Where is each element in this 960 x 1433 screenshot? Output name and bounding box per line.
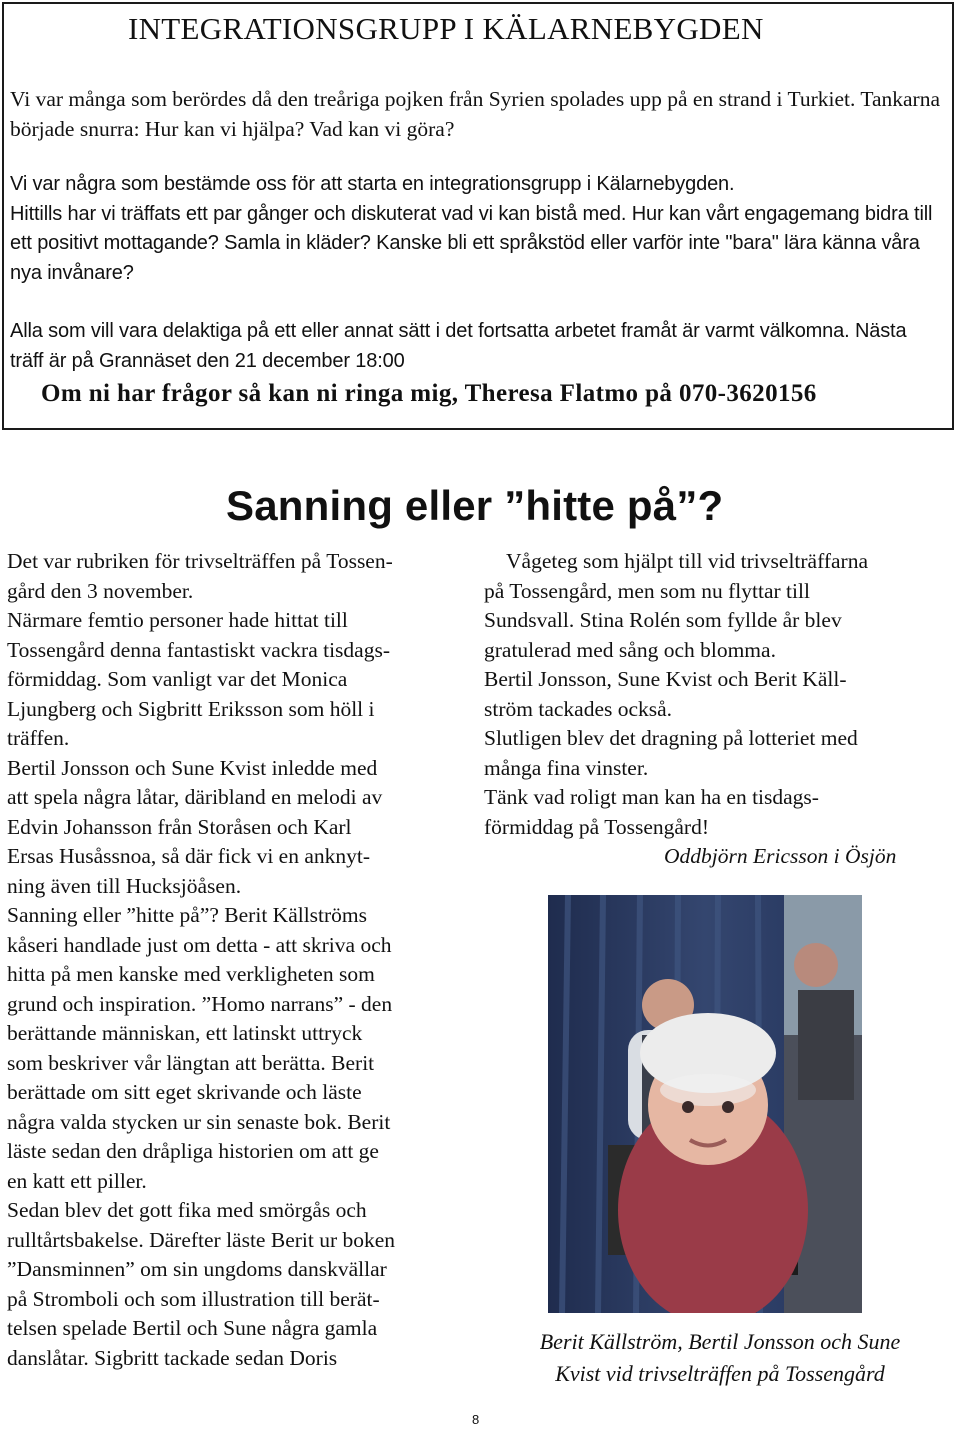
article-line: på Tossengård, men som nu flyttar till xyxy=(484,578,810,603)
caption-line: Berit Källström, Bertil Jonsson och Sune xyxy=(539,1329,901,1354)
article-line: en katt ett piller. xyxy=(7,1168,147,1193)
caption-line: Kvist vid trivselträffen på Tossengård xyxy=(555,1361,885,1386)
box-paragraph-2-intro: Vi var några som bestämde oss för att starta en integrationsgrupp i Kälarnebygden. xyxy=(10,173,735,195)
article-line: Bertil Jonsson och Sune Kvist inledde med xyxy=(7,755,378,780)
article-line: Närmare femtio personer hade hittat till xyxy=(7,608,348,632)
article-line: läste sedan den dråpliga historien om att ge xyxy=(7,1139,379,1163)
article-line: Tossengård denna fantastiskt vackra tisdags- xyxy=(7,637,390,662)
article-line: rulltårtsbakelse. Därefter läste Berit ur boken xyxy=(7,1227,396,1252)
article-right-column xyxy=(484,547,944,842)
article-line: Slutligen blev det dragning på lotteriet med xyxy=(484,726,858,750)
box-paragraph-2 xyxy=(10,170,944,288)
article-line: Sedan blev det gott fika med smörgås och xyxy=(7,1198,367,1222)
article-line: Tänk vad roligt man kan ha en tisdags- xyxy=(484,785,819,809)
article-line: Vågeteg som hjälpt till vid trivselträffarna xyxy=(506,549,869,573)
article-signature: Oddbjörn Ericsson i Ösjön xyxy=(664,844,897,868)
contact-line: Om ni har frågor så kan ni ringa mig, Theresa Flatmo på 070-3620156 xyxy=(41,380,817,407)
article-line: förmiddag på Tossengård! xyxy=(484,814,709,839)
article-heading: Sanning eller ”hitte på”? xyxy=(226,482,724,529)
box-title: INTEGRATIONSGRUPP I KÄLARNEBYGDEN xyxy=(128,11,764,46)
article-line: några valda stycken ur sin senaste bok. Berit xyxy=(7,1109,391,1134)
integration-group-box xyxy=(2,2,954,430)
event-photo xyxy=(548,895,862,1313)
article-line: att spela några låtar, däribland en melodi av xyxy=(7,785,383,809)
article-line: på Stromboli och som illustration till berät- xyxy=(7,1286,380,1311)
article-line: som beskriver vår längtan att berätta. Berit xyxy=(7,1050,375,1075)
box-paragraph-1: Vi var många som berördes då den treåriga pojken från Syrien spolades upp på en strand i Turkiet. Tankarna började snurra: Hur kan vi hjälpa? Vad kan vi göra? xyxy=(10,87,941,141)
article-line: Bertil Jonsson, Sune Kvist och Berit Käll- xyxy=(484,667,847,691)
article-line: telsen spelade Bertil och Sune några gamla xyxy=(7,1316,378,1340)
article-line: berättande människan, ett latinskt uttryck xyxy=(7,1021,363,1045)
article-line: Ersas Husåssnoa, så där fick vi en anknyt- xyxy=(7,844,371,868)
article-line: många fina vinster. xyxy=(484,755,649,780)
article-line: Sanning eller ”hitte på”? Berit Källströms xyxy=(7,903,368,927)
article-line: Det var rubriken för trivselträffen på Tossen- xyxy=(7,549,393,573)
article-line: förmiddag. Som vanligt var det Monica xyxy=(7,667,348,691)
article-line: Edvin Johansson från Storåsen och Karl xyxy=(7,814,352,839)
article-line: gratulerad med sång och blomma. xyxy=(484,637,776,662)
article-left-column xyxy=(7,547,469,1373)
article-line: hitta på men kanske med verkligheten som xyxy=(7,962,375,986)
article-line: danslåtar. Sigbritt tackade sedan Doris xyxy=(7,1345,338,1370)
article-line: ”Dansminnen” om sin ungdoms danskvällar xyxy=(7,1257,387,1281)
box-paragraph-2-body: Hittills har vi träffats ett par gånger och diskuterat vad vi kan bistå med. Hur kan vårt engagemang bidra till ett positivt mottagande? Samla in kläder? Kanske bli ett språkstöd eller varför inte "bara" lära känna våra nya invånare? xyxy=(10,202,933,284)
photo-caption xyxy=(490,1326,950,1390)
article-line: kåseri handlade just om detta - att skriva och xyxy=(7,932,392,957)
page-number: 8 xyxy=(472,1412,480,1427)
article-line: berättade om sitt eget skrivande och läste xyxy=(7,1080,362,1104)
article-line: ström tackades också. xyxy=(484,696,673,721)
box-paragraph-3: Alla som vill vara delaktiga på ett eller annat sätt i det fortsatta arbetet framåt är varmt välkomna. Nästa träff är på Grannäset den 21 december 18:00 xyxy=(10,320,907,372)
article-line: Ljungberg och Sigbritt Eriksson som höll i xyxy=(7,696,375,721)
article-line: ning även till Hucksjöåsen. xyxy=(7,873,242,898)
article-line: grund och inspiration. ”Homo narrans” - den xyxy=(7,991,393,1016)
article-line: Sundsvall. Stina Rolén som fyllde år blev xyxy=(484,608,842,632)
article-line: gård den 3 november. xyxy=(7,578,194,603)
article-line: träffen. xyxy=(7,726,70,750)
